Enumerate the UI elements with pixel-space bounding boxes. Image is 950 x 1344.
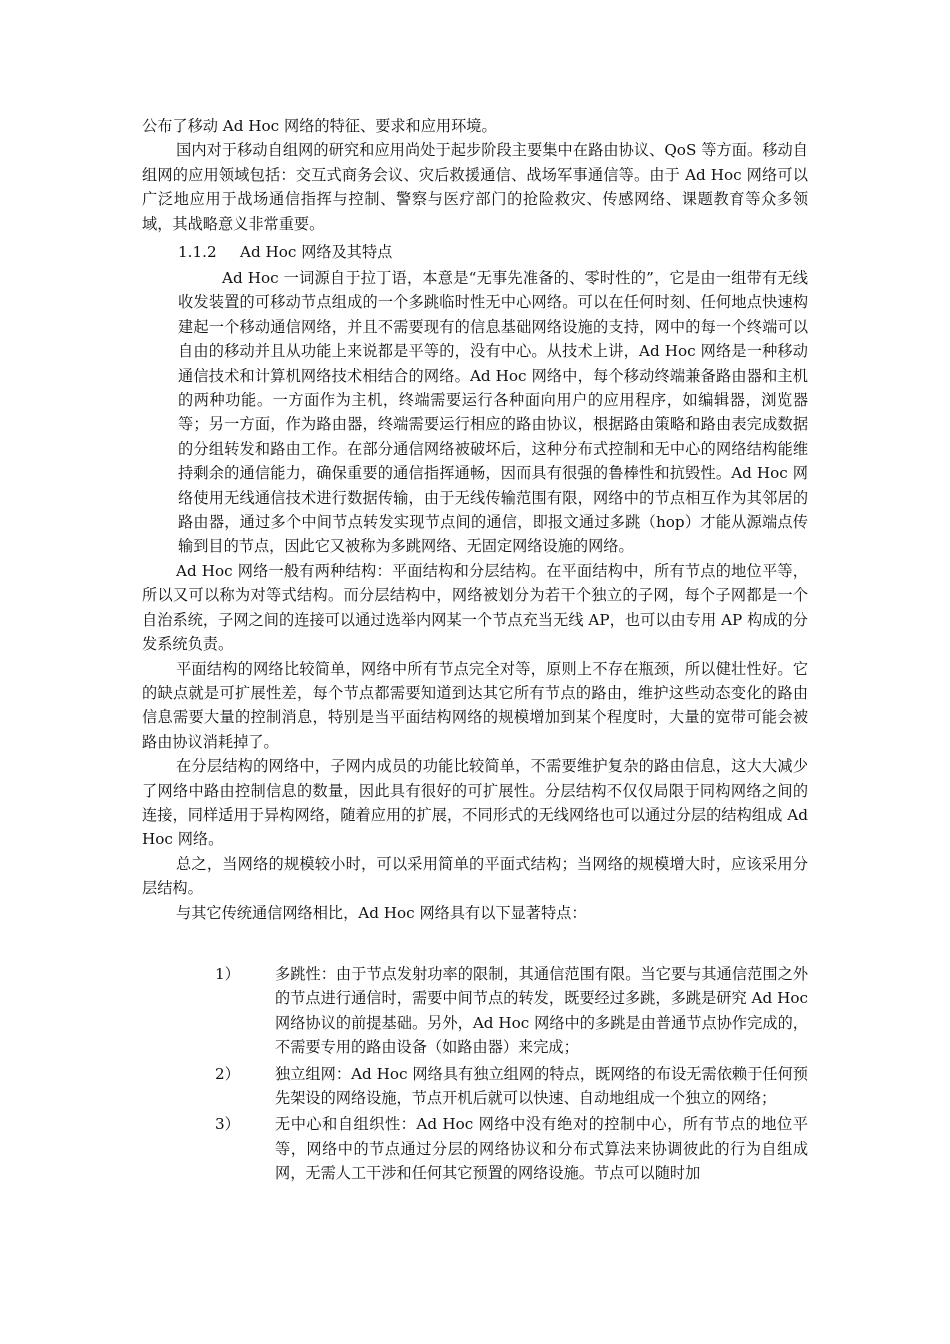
paragraph-features-intro: 与其它传统通信网络相比，Ad Hoc 网络具有以下显著特点： bbox=[176, 903, 587, 922]
paragraph-adhoc-definition: Ad Hoc 一词源自于拉丁语，本意是“无事先准备的、零时性的”，它是由一组带有无线收发装置的可移动节点组成的一个多跳临时性无中心网络。可以在任何时刻、任何地点快速构建起一个移动通信网络，并且不需要现有的信息基础网络设施的支持，网中的每一个终端可以自由的移动并且从功能上来说都是平等的，没有中心。从技术上讲，Ad Hoc 网络是一种移动通信技术和计算机网络技术相结合的网络。Ad Hoc 网络中，每个移动终端兼备路由器和主机的两种功能。一方面作为主机，终端需要运行各种面向用户的应用程序，如编辑器，浏览器等；另一方面，作为路由器，终端需要运行相应的路由协议，根据路由策略和路由表完成数据的分组转发和路由工作。在部分通信网络被破坏后，这种分布式控制和无中心的网络结构能维持剩余的通信能力，确保重要的通信指挥通畅，因而具有很强的鲁棒性和抗毁性。Ad Hoc 网络使用无线通信技术进行数据传输，由于无线传输范围有限，网络中的节点相互作为其邻居的路由器，通过多个中间节点转发实现节点间的通信，即报文通过多跳（hop）才能从源端点传输到目的节点，因此它又被称为多跳网络、无固定网络设施的网络。 bbox=[178, 269, 808, 556]
list-marker: 1） bbox=[215, 965, 240, 983]
paragraph-flat-structure: 平面结构的网络比较简单，网络中所有节点完全对等，原则上不存在瓶颈，所以健壮性好。它的缺点就是可扩展性差，每个节点都需要知道到达其它所有节点的路由，维护这些动态变化的路由信息需要大量的控制消息，特别是当平面结构网络的规模增加到某个程度时，大量的宽带可能会被路由协议消耗掉了。 bbox=[142, 659, 808, 751]
intro-paragraph: 国内对于移动自组网的研究和应用尚处于起步阶段主要集中在路由协议、QoS 等方面。移动自组网的应用领域包括：交互式商务会议、灾后救援通信、战场军事通信等。由于 Ad Hoc 网络可以广泛地应用于战场通信指挥与控制、警察与医疗部门的抢险救灾、传感网络、课题教育等众多领域，其战略意义非常重要。 bbox=[142, 141, 808, 233]
list-item-text: 独立组网：Ad Hoc 网络具有独立组网的特点，既网络的布设无需依赖于任何预先架设的网络设施，节点开机后就可以快速、自动地组成一个独立的网络； bbox=[275, 1064, 808, 1108]
section-heading bbox=[178, 240, 392, 264]
paragraph-network-structures: Ad Hoc 网络一般有两种结构：平面结构和分层结构。在平面结构中，所有节点的地位平等，所以又可以称为对等式结构。而分层结构中，网络被划分为若干个独立的子网，每个子网都是一个自治系统，子网之间的连接可以通过选举内网某一个节点充当无线 AP，也可以由专用 AP 构成的分发系统负责。 bbox=[142, 561, 808, 654]
section-title: Ad Hoc 网络及其特点 bbox=[240, 243, 393, 261]
list-marker: 2） bbox=[215, 1064, 240, 1083]
continuation-text: 公布了移动 Ad Hoc 网络的特征、要求和应用环境。 bbox=[142, 117, 497, 135]
list-item bbox=[178, 1062, 808, 1111]
list-item bbox=[178, 962, 808, 1060]
feature-list bbox=[178, 962, 808, 1188]
list-marker: 3） bbox=[215, 1115, 240, 1134]
section-body bbox=[142, 266, 808, 925]
list-item-text: 多跳性：由于节点发射功率的限制，其通信范围有限。当它要与其通信范围之外的节点进行通信时，需要中间节点的转发，既要经过多跳，多跳是研究 Ad Hoc 网络协议的前提基础。另外，Ad Hoc 网络中的多跳是由普通节点协作完成的，不需要专用的路由设备（如路由器）来完成； bbox=[275, 965, 808, 1057]
document-body-top bbox=[142, 114, 808, 236]
paragraph-summary: 总之，当网络的规模较小时，可以采用简单的平面式结构；当网络的规模增大时，应该采用分层结构。 bbox=[142, 854, 808, 898]
list-item-text: 无中心和自组织性：Ad Hoc 网络中没有绝对的控制中心，所有节点的地位平等，网络中的节点通过分层的网络协议和分布式算法来协调彼此的行为自组成网，无需人工干涉和任何其它预置的网络设施。节点可以随时加 bbox=[275, 1115, 808, 1183]
list-item bbox=[178, 1112, 808, 1185]
paragraph-hierarchical-structure: 在分层结构的网络中，子网内成员的功能比较简单，不需要维护复杂的路由信息，这大大减少了网络中路由控制信息的数量，因此具有很好的可扩展性。分层结构不仅仅局限于同构网络之间的连接，同样适用于异构网络，随着应用的扩展，不同形式的无线网络也可以通过分层的结构组成 Ad Hoc 网络。 bbox=[142, 757, 808, 849]
section-number: 1.1.2 bbox=[178, 243, 217, 261]
